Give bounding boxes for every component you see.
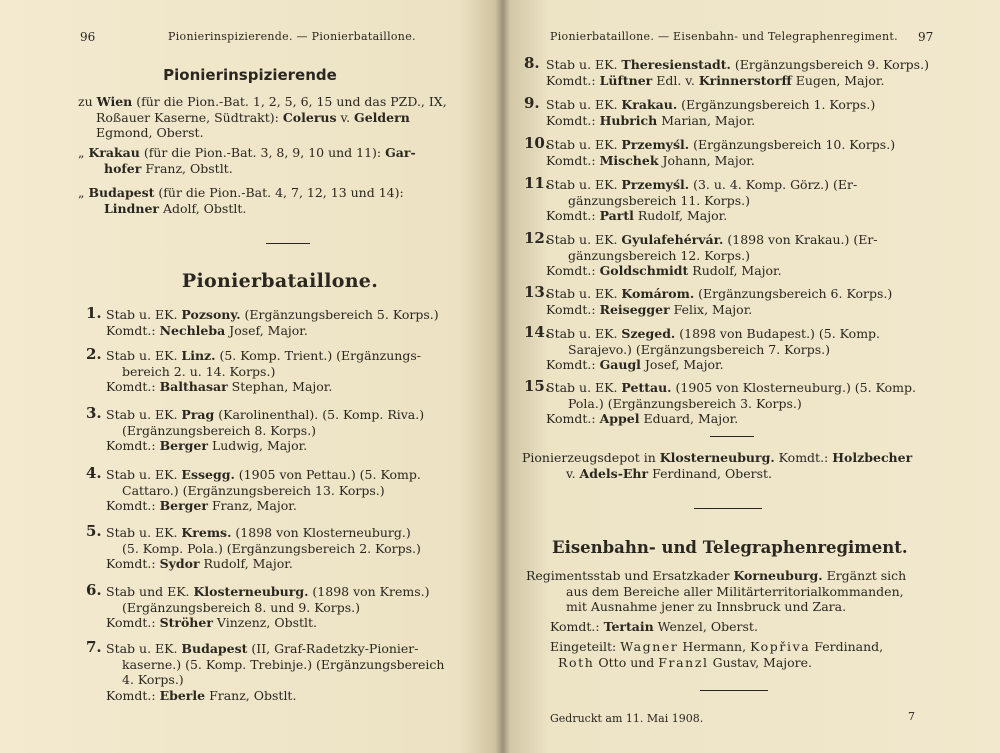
entry-number: 12. (524, 229, 551, 247)
text-run: Eugen, Major. (791, 72, 885, 88)
text-run: Stab u. EK. (546, 326, 622, 341)
text-run: Ferdinand, (810, 639, 884, 654)
text-run: Stephan, Major. (227, 379, 333, 394)
text-line (106, 438, 496, 454)
text-run: Sarajevo.) (Ergänzungsbereich 7. Korps.) (568, 341, 830, 357)
text-run: bereich 2. u. 14. Korps.) (122, 363, 276, 379)
text-run: Stab u. EK. (106, 348, 182, 363)
text-line (78, 110, 498, 126)
name-spaced: Roth (558, 654, 595, 670)
name-bold: Berger (159, 438, 208, 453)
text-run: v. (566, 465, 580, 481)
name-bold: Pettau. (621, 380, 672, 395)
text-run: (für die Pion.-Bat. 4, 7, 12, 13 und 14): (154, 185, 404, 200)
text-run: (1905 von Pettau.) (5. Komp. (234, 467, 421, 482)
entry (78, 185, 498, 216)
text-line (106, 423, 496, 439)
text-run: Stab u. EK. (106, 407, 182, 422)
text-line (526, 599, 996, 615)
text-run: gänzungsbereich 11. Korps.) (568, 192, 751, 208)
text-run: „ (78, 145, 89, 160)
text-line (546, 248, 996, 264)
section-title-pionierbataillone: Pionierbataillone. (181, 270, 379, 292)
text-run: Edl. v. (652, 72, 699, 88)
name-bold: Linz. (181, 348, 216, 363)
text-run: Komdt.: (546, 112, 600, 128)
text-run: Stab und EK. (106, 584, 194, 599)
text-line (78, 161, 498, 177)
text-line (78, 145, 498, 161)
page-number: 96 (80, 30, 96, 44)
entry (86, 581, 496, 631)
text-line (78, 125, 498, 141)
name-spaced: Wagner (620, 639, 679, 654)
text-run: Stab u. EK. (106, 467, 182, 482)
text-line (546, 302, 996, 318)
entry (524, 54, 996, 88)
regiment-commander (550, 619, 990, 635)
text-line (546, 153, 996, 169)
text-line (546, 380, 996, 396)
text-line (106, 483, 496, 499)
entry (86, 638, 496, 703)
text-run: (Ergänzungsbereich 8. und 9. Korps.) (122, 599, 361, 615)
signature-mark: 7 (908, 710, 915, 723)
text-run: Stab u. EK. (546, 177, 622, 192)
text-run: (Ergänzungsbereich 1. Korps.) (677, 97, 876, 112)
name-bold: Ströher (159, 615, 213, 630)
entry-number: 6. (86, 581, 102, 599)
text-line (106, 657, 496, 673)
text-line (550, 619, 990, 635)
text-run: Komdt.: (546, 72, 600, 88)
text-line (106, 525, 496, 541)
text-line (106, 641, 496, 657)
divider-rule (700, 690, 768, 691)
entry (78, 145, 498, 176)
entry-number: 13. (524, 283, 551, 301)
text-line (546, 357, 996, 373)
text-run: Stab u. EK. (106, 641, 182, 656)
name-bold: Wien (96, 94, 133, 109)
name-bold: Komárom. (621, 286, 695, 301)
name-bold: Reisegger (599, 301, 670, 317)
text-run: (5. Komp. Trient.) (Ergänzungs- (215, 348, 421, 363)
text-run: aus dem Bereiche aller Militärterritorialkommanden, (566, 583, 904, 599)
name-bold: Gaugl (599, 357, 641, 372)
text-run: (1905 von Klosterneuburg.) (5. Komp. (671, 380, 916, 395)
name-bold: Krakau (88, 145, 140, 160)
text-line (106, 467, 496, 483)
name-bold: Krakau. (621, 97, 678, 112)
text-run: Franz, Obstlt. (205, 687, 297, 703)
text-run: Komdt.: (546, 301, 600, 317)
name-bold: Geldern (354, 109, 410, 125)
name-bold: Klosterneuburg. (659, 450, 775, 465)
text-line (106, 541, 496, 557)
text-line (546, 97, 996, 113)
text-run: Komdt.: (106, 615, 160, 630)
name-bold: Theresienstadt. (621, 57, 731, 72)
text-run: Felix, Major. (669, 301, 753, 317)
name-bold: Lüftner (599, 72, 653, 88)
text-run: Ludwig, Major. (207, 438, 308, 453)
text-run: Stab u. EK. (106, 525, 182, 540)
name-bold: Krinnerstorff (698, 72, 792, 88)
name-bold: Budapest (88, 185, 155, 200)
text-line (526, 584, 996, 600)
text-line (546, 232, 996, 248)
entry (86, 464, 496, 514)
name-bold: Korneuburg. (733, 568, 823, 583)
entry-number: 8. (524, 54, 540, 72)
text-run: Wenzel, Oberst. (653, 619, 758, 634)
text-run: mit Ausnahme jener zu Innsbruck und Zara. (566, 599, 847, 614)
entry (524, 134, 996, 168)
name-bold: Goldschmidt (599, 263, 689, 278)
text-run: (Ergänzungsbereich 6. Korps.) (694, 286, 893, 301)
entry-number: 7. (86, 638, 102, 656)
text-run: zu (78, 94, 97, 109)
text-line (546, 73, 996, 89)
text-run: (5. Komp. Pola.) (Ergänzungsbereich 2. Korps.) (122, 540, 421, 556)
name-bold: Hubrich (599, 112, 658, 128)
name-bold: Nechleba (159, 322, 226, 338)
text-run: kaserne.) (5. Komp. Trebinje.) (Ergänzungsbereich (122, 656, 445, 672)
name-bold: Tertain (603, 619, 654, 634)
text-run: Josef, Major. (640, 357, 724, 372)
entry-number: 1. (86, 304, 102, 322)
page-number: 97 (918, 30, 934, 44)
entry-number: 15. (524, 377, 551, 395)
name-bold: Szeged. (621, 326, 676, 341)
text-line (78, 201, 498, 217)
entry (524, 283, 996, 317)
divider-rule (266, 243, 310, 244)
text-run: Komdt.: (106, 687, 160, 703)
running-head: Pionierinspizierende. — Pionierbataillone. (168, 30, 416, 43)
text-run: Eingeteilt: (550, 639, 621, 654)
name-bold: Budapest (181, 641, 248, 656)
text-run: Stab u. EK. (546, 380, 622, 395)
text-line (546, 396, 996, 412)
entry-number: 10. (524, 134, 551, 152)
entry (86, 404, 496, 454)
entry (78, 94, 498, 141)
name-bold: Przemyśl. (621, 137, 690, 152)
text-run: Rudolf, Major. (199, 556, 293, 571)
text-line (106, 600, 496, 616)
name-bold: Klosterneuburg. (193, 584, 309, 599)
name-bold: Appel (599, 411, 640, 426)
entry-number: 4. (86, 464, 102, 482)
text-run: Cattaro.) (Ergänzungsbereich 13. Korps.) (122, 482, 385, 498)
text-line (546, 411, 996, 427)
text-run: (1898 von Klosterneuburg.) (231, 525, 411, 540)
text-run: (II, Graf-Radetzky-Pionier- (247, 641, 419, 656)
text-run: Pionierzeugsdepot in (522, 450, 660, 465)
divider-rule (710, 436, 754, 437)
entry (86, 304, 496, 338)
entry (526, 568, 996, 615)
text-line (546, 177, 996, 193)
assigned-officers (550, 639, 990, 670)
text-line (546, 193, 996, 209)
entry (524, 229, 996, 279)
text-run: Komdt.: (774, 450, 833, 465)
text-run: Rudolf, Major. (688, 263, 782, 278)
text-run: Komdt.: (546, 357, 600, 372)
text-run: Pola.) (Ergänzungsbereich 3. Korps.) (568, 395, 802, 411)
text-run: (für die Pion.-Bat. 3, 8, 9, 10 und 11): (139, 145, 386, 160)
text-run: Roßauer Kaserne, Südtrakt): (96, 109, 283, 125)
entry-number: 2. (86, 345, 102, 363)
name-bold: Pozsony. (181, 307, 241, 322)
text-run: (Ergänzungsbereich 8. Korps.) (122, 422, 317, 438)
text-line (550, 639, 990, 655)
name-bold: Balthasar (159, 379, 228, 394)
entry-number: 11. (524, 174, 551, 192)
text-line (106, 323, 496, 339)
entry-number: 3. (86, 404, 102, 422)
name-bold: Mischek (599, 152, 659, 168)
name-bold: Adels-Ehr (579, 465, 649, 481)
text-line (546, 342, 996, 358)
name-bold: Holzbecher (832, 450, 913, 465)
text-run: Adolf, Obstlt. (159, 200, 247, 216)
name-bold: hofer (104, 160, 142, 176)
text-line (106, 307, 496, 323)
name-bold: Krems. (181, 525, 232, 540)
text-run: Komdt.: (106, 379, 160, 394)
text-run: Komdt.: (106, 322, 160, 338)
name-bold: Prag (181, 407, 215, 422)
text-run: v. (336, 109, 355, 125)
text-line (106, 364, 496, 380)
text-line (546, 326, 996, 342)
entry (86, 522, 496, 572)
section-title-eisenbahn-regiment: Eisenbahn- und Telegraphenregiment. (552, 538, 908, 557)
text-line (106, 498, 496, 514)
text-line (106, 407, 496, 423)
text-run: Rudolf, Major. (633, 208, 728, 223)
right-page (510, 0, 1000, 753)
name-bold: Przemyśl. (621, 177, 690, 192)
running-head: Pionierbataillone. — Eisenbahn- und Telegraphenregiment. (550, 30, 898, 43)
name-spaced: Franzl (658, 654, 709, 670)
text-line (106, 615, 496, 631)
text-run: (Ergänzungsbereich 10. Korps.) (689, 137, 896, 152)
entry (524, 94, 996, 128)
text-line (522, 450, 992, 466)
text-run: (1898 von Budapest.) (5. Komp. (675, 326, 881, 341)
text-line (106, 584, 496, 600)
text-run: Ergänzt sich (822, 568, 907, 583)
name-bold: Sydor (159, 556, 200, 571)
text-run: Komdt.: (106, 438, 160, 453)
text-line (546, 286, 996, 302)
entry-number: 9. (524, 94, 540, 112)
text-line (106, 672, 496, 688)
text-run: Komdt.: (106, 498, 160, 513)
text-run: (1898 von Krakau.) (Er- (723, 232, 878, 247)
text-run: (Karolinenthal). (5. Komp. Riva.) (214, 407, 425, 422)
text-run: 4. Korps.) (122, 672, 184, 687)
text-line (546, 208, 996, 224)
text-run: Franz, Major. (207, 498, 297, 513)
text-line (106, 379, 496, 395)
text-run: (für die Pion.-Bat. 1, 2, 5, 6, 15 und das PZD., IX, (132, 94, 447, 109)
entry (524, 323, 996, 373)
divider-rule (694, 508, 762, 509)
text-line (546, 137, 996, 153)
text-run: Stab u. EK. (546, 97, 622, 112)
text-run: Ferdinand, Oberst. (648, 465, 772, 481)
text-run: Stab u. EK. (106, 307, 182, 322)
name-bold: Lindner (104, 200, 159, 216)
text-run: Regimentsstab und Ersatzkader (526, 568, 734, 583)
text-run: Franz, Obstlt. (141, 160, 233, 176)
text-run: Stab u. EK. (546, 57, 622, 72)
text-run: Eduard, Major. (639, 411, 739, 426)
text-run: Komdt.: (550, 619, 604, 634)
text-run: (1898 von Krems.) (308, 584, 430, 599)
text-line (106, 688, 496, 704)
text-run: „ (78, 185, 89, 200)
text-line (546, 263, 996, 279)
text-run: Johann, Major. (658, 152, 755, 168)
text-line (522, 466, 992, 482)
text-line (550, 655, 990, 671)
text-run: (Ergänzungsbereich 9. Korps.) (730, 57, 929, 72)
text-run: gänzungsbereich 12. Korps.) (568, 247, 751, 263)
section-title-pionierinspizierende: Pionierinspizierende (163, 66, 337, 84)
entry (524, 377, 996, 427)
name-bold: Partl (599, 208, 634, 223)
text-run: (Ergänzungsbereich 5. Korps.) (240, 307, 439, 322)
text-run: Stab u. EK. (546, 137, 622, 152)
name-bold: Gyulafehérvár. (621, 232, 724, 247)
text-run: Stab u. EK. (546, 232, 622, 247)
text-line (78, 185, 498, 201)
entry (86, 345, 496, 395)
entry (524, 174, 996, 224)
text-line (106, 556, 496, 572)
text-run: Gustav, Majore. (708, 654, 813, 670)
text-run: (3. u. 4. Komp. Görz.) (Er- (689, 177, 858, 192)
text-run: Komdt.: (106, 556, 160, 571)
entry-number: 5. (86, 522, 102, 540)
text-line (106, 348, 496, 364)
name-bold: Eberle (159, 687, 206, 703)
text-run: Komdt.: (546, 208, 600, 223)
text-run: Marian, Major. (657, 112, 756, 128)
printed-date-note: Gedruckt am 11. Mai 1908. (550, 712, 704, 725)
name-bold: Berger (159, 498, 208, 513)
text-line (526, 568, 996, 584)
entry-number: 14. (524, 323, 551, 341)
text-run: Komdt.: (546, 263, 600, 278)
text-run: Josef, Major. (225, 322, 308, 338)
text-line (78, 94, 498, 110)
text-run: Komdt.: (546, 152, 600, 168)
text-run: Stab u. EK. (546, 286, 622, 301)
text-run: Otto und (594, 654, 659, 670)
name-spaced: Kopřiva (750, 639, 811, 654)
name-bold: Gar- (385, 145, 416, 160)
text-line (546, 57, 996, 73)
text-run: Egmond, Oberst. (96, 125, 204, 140)
text-line (546, 113, 996, 129)
name-bold: Essegg. (181, 467, 235, 482)
name-bold: Colerus (282, 109, 337, 125)
text-run: Hermann, (678, 639, 751, 654)
text-run: Vinzenz, Obstlt. (212, 615, 318, 630)
text-run: Komdt.: (546, 411, 600, 426)
entry (522, 450, 992, 481)
